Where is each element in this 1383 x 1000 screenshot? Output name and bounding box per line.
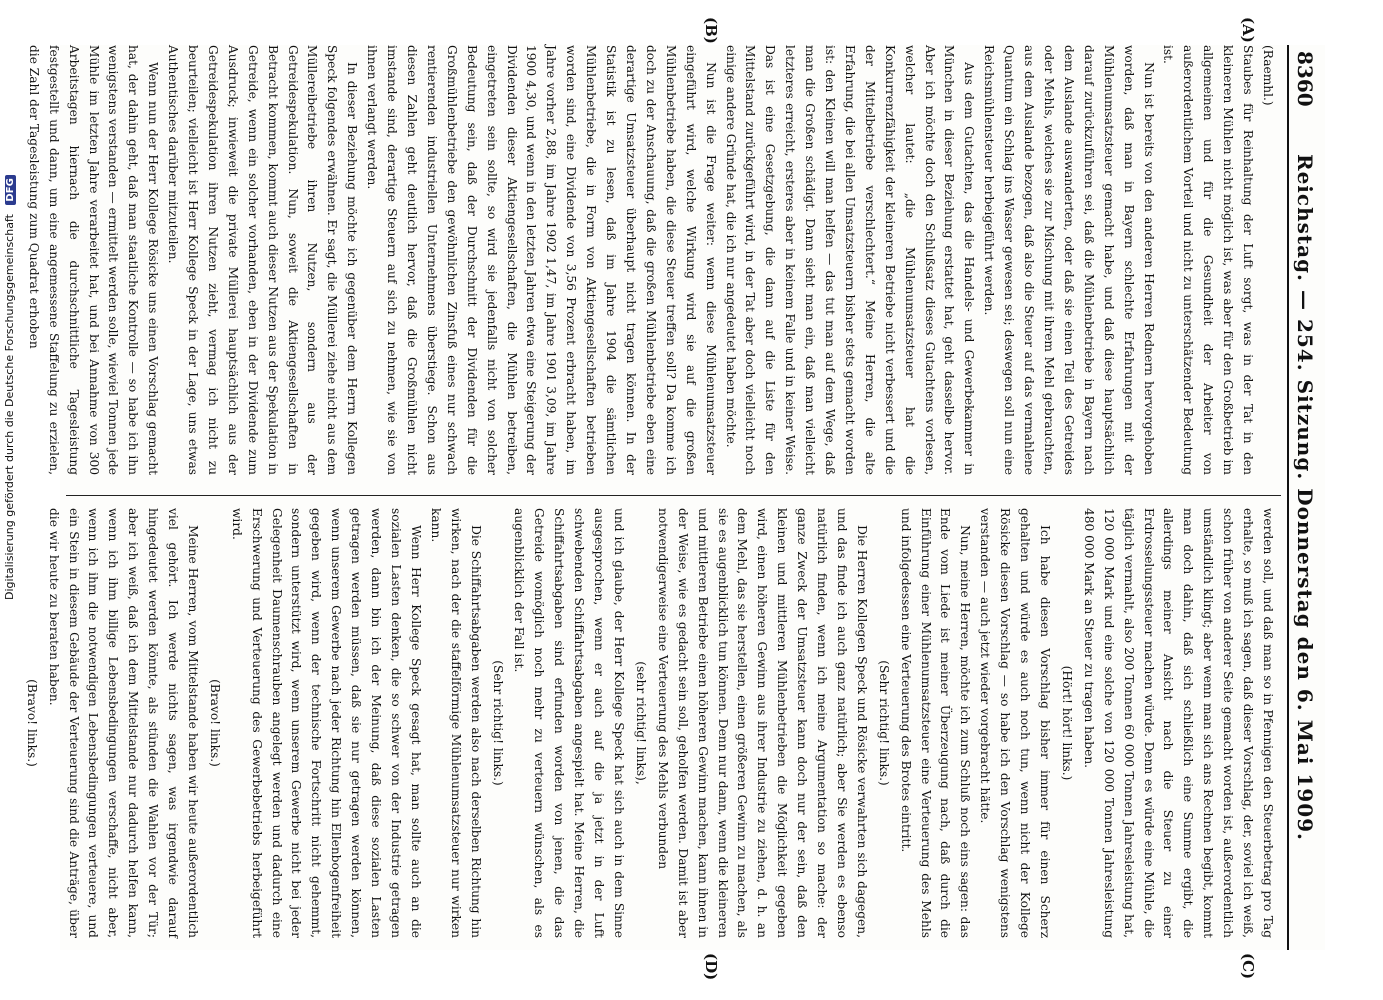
dfg-logo-icon: DFG <box>5 175 16 204</box>
paragraph: Die Schiffahrtsabgaben werden also nach derselben Richtung hin wirken, nach der die staffelförmige Mühlenumsatzsteuer nur wirken kann. <box>428 508 483 938</box>
speaker-continued: (Raemhl.) <box>1261 45 1275 106</box>
column-divider <box>66 495 1281 496</box>
right-column <box>24 508 1277 938</box>
paragraph: Wenn nun der Herr Kollege Rösicke uns einen Vorschlag gemacht hat, der dahin geht, daß man staatliche Kontrolle — so habe ich ihn wenigstens verstanden — ermittelt werden solle, wieviel Tonnen jede Mühle im letzten Jahre verarbeitet hat, und bei Annahme von 300 Arbeitstagen hiernach die durchschnittliche Tagesleistung festgestellt und dann, um eine angemessene Staffelung zu erzielen, die Zahl der Tagesleistung zum Quadrat erhoben <box>26 45 161 475</box>
paragraph: Nun, meine Herren, möchte ich zum Schluß noch eins sagen: das Ende vom Liede ist meiner Überzeugung nach, daß durch die Einführung einer Mühlenumsatzsteuer eine Verteuerung des Mehls und infolgedessen eine Verteuerung des Brotes eintritt. <box>898 508 973 938</box>
paragraph: Ich habe diesen Vorschlag bisher immer für einen Scherz gehalten und würde es auch noch tun, wenn nicht der Kollege Rösicke diesen Vorschlag — so habe ich den Vorschlag wenigstens verstanden — auch jetzt wieder vorgebracht hätte. <box>978 508 1053 938</box>
interjection: (Sehr richtig! links.) <box>490 660 505 786</box>
interjection: (Bravo! links.) <box>207 679 222 767</box>
paragraph: Nun ist die Frage weiter: wenn diese Mühlenumsatzsteuer eingeführt wird, welche Wirkung wird sie auf die großen Mühlenbetriebe haben, die diese Steuer treffen soll? Da komme ich doch zu der Anschauung, daß die großen Mühlenbetriebe eben eine derartige Umsatzsteuer überhaupt nicht tragen können. In der Statistik ist zu lesen, daß im Jahre 1904 die sämtlichen Mühlenbetriebe, die in Form von Aktiengesellschaften betrieben worden sind, eine Dividende von 3,56 Prozent erbracht haben, im Jahre vorher 2,88, im Jahre 1902 1,47, im Jahre 1901 3,09, im Jahre 1900 4,30, und wenn in den letzten Jahren etwa eine Steigerung der Dividenden dieser Aktiengesellschaften, die Mühlen betreiben, eingetreten sein sollte, so wird sie jedenfalls nicht von solcher Bedeutung sein, daß der Durchschnitt der Dividenden für die Großmühlenbetriebe den gewöhnlichen Zinsfuß eines nur schwach rentierenden industriellen Unternehmens überstiege. Schon aus diesen Zahlen geht deutlich hervor, daß die Großmühlen nicht imstande sind, derartige Steuern auf sich zu nehmen, wie sie von ihnen verlangt werden. <box>365 45 718 475</box>
paragraph: Staubes für Reinhaltung der Luft sorgt, was in der Tat in den kleineren Mühlen nicht möglich ist, was aber für den Großbetrieb im allgemeinen und für die Gesundheit der Arbeiter von außerordentlichem Vorteil und nicht zu unterschätzender Bedeutung ist. <box>1161 45 1256 475</box>
margin-marker-d: (D) <box>702 953 720 981</box>
paragraph: Nun ist bereits von den anderen Herren Rednern hervorgehoben worden, daß man in Bayern schlechte Erfahrungen mit der Mühlenumsatzsteuer gemacht habe, und daß diese hauptsächlich darauf zurückzuführen sei, daß die Mühlenbetriebe in Bayern nach dem Auslande auswanderten, oder daß sie einen Teil des Getreides oder Mehls, welches sie zur Mischung mit ihrem Mehl gebrauchten, aus dem Auslande bezogen, daß also die Steuer auf das vermahlene Quantum ein Schlag ins Wasser gewesen sei; deswegen soll nun eine Reichsmühlensteuer herbeigeführt werden. <box>982 45 1156 475</box>
page-number: 8360 <box>1293 51 1317 107</box>
credit-text: Digitalisierung gefördert durch die Deutsche Forschungsgemeinschaft <box>3 214 16 600</box>
paragraph: Wenn Herr Kollege Speck gesagt hat, man sollte auch an die sozialen Lasten denken, die so schwer von der Industrie getragen werden, dann bin ich der Meinung, daß diese sozialen Lasten getragen werden müssen, daß sie nur getragen werden können, wenn unserem Gewerbe nach jeder Richtung hin Ellenbogenfreiheit gegeben wird, wenn der technische Fortschritt nicht gehemmt, sondern unterstützt wird, wenn unserem Gewerbe nicht bei jeder Gelegenheit Daumenschrauben angelegt werden und dadurch eine Erschwerung und Verteuerung des Gewerbebetriebs herbeigeführt wird. <box>229 508 423 938</box>
digitization-credit <box>3 178 17 600</box>
margin-marker-c: (C) <box>1239 953 1257 980</box>
paragraph: Meine Herren, vom Mittelstande haben wir heute außerordentlich viel gehört. Ich werde nichts sagen, was irgendwie darauf hingedeutet werden könnte, als stünden die Wahlen vor der Tür; aber ich weiß, daß ich dem Mittelstande nur dadurch helfen kann, wenn ich ihm billige Lebensbedingungen verschaffe, nicht aber, wenn ich ihm die notwendigen Lebensbedingungen verteuere, und ein Stein in diesem Gebäude der Verteuerung sind die Anträge, über die wir heute zu beraten haben. <box>46 508 200 938</box>
paragraph: In dieser Beziehung möchte ich gegenüber dem Herrn Kollegen Speck folgendes erwähnen. Er sagt, die Müllerei ziehe nicht aus dem Müllereibetriebe ihren Nutzen, sondern aus der Getreidespekulation. Nun, soweit die Aktiengesellschaften in Betracht kommen, kommt auch dieser Nutzen aus der Spekulation in Getreide, wenn ein solcher vorhanden, eben in der Dividende zum Ausdruck; inwieweit die private Müllerei hauptsächlich aus der Getreidespekulation ihren Nutzen zieht, vermag ich nicht zu beurteilen; vielleicht ist Herr Kollege Speck in der Lage, uns etwas Authentisches darüber mitzuteilen. <box>166 45 360 475</box>
interjection: (Hört! hört! links.) <box>1059 665 1074 781</box>
document-page <box>24 17 1325 981</box>
interjection: (sehr richtig! links), <box>633 661 648 785</box>
left-column <box>26 45 1277 475</box>
paragraph: Die Herren Kollegen Speck und Rösicke verwahrten sich dagegen, und das finde ich auch ganz natürlich; aber Sie werden es ebenso natürlich finden, wenn ich meine Argumentation so mache: der ganze Zweck der Umsatzsteuer kann doch nur der sein, daß den kleinen und mittleren Mühlenbetrieben die Möglichkeit gegeben wird, einen höheren Gewinn aus ihrer Industrie zu ziehen, d. h. an dem Mehl, das sie herstellen, einen größeren Gewinn zu machen, als sie es augenblicklich tun können. Denn nur dann, wenn die kleineren und mittleren Betriebe einen höheren Gewinn machen, kann ihnen in der Weise, wie es gedacht sein soll, geholfen werden. Damit ist aber notwendigerweise eine Verteuerung des Mehls verbunden <box>655 508 869 938</box>
interjection: (Bravo! links.) <box>24 679 39 767</box>
page-header <box>1287 45 1325 950</box>
running-title: Reichstag. — 254. Sitzung. Donnerstag den 6. Mai 1909. <box>1293 153 1317 842</box>
margin-marker-b: (B) <box>702 17 720 44</box>
paragraph: Aus dem Gutachten, das die Handels- und Gewerbekammer in München in dieser Beziehung erstattet hat, geht dasselbe hervor. Aber ich möchte doch den Schlußsatz dieses Gutachtens vorlesen, welcher lautet: „die Mühlenumsatzsteuer hat die Konkurrenzfähigkeit der kleineren Betriebe nicht verbessert und die der Mittelbetriebe verschlechtert.“ Meine Herren, die alte Erfahrung, die bei allen Umsatzsteuern bisher stets gemacht worden ist: den Kleinen will man helfen — das tut man auf dem Wege, daß man die Großen schädigt. Dann sieht man ein, daß man vielleicht letzteres erreicht, ersteres aber in keinem Falle und in keiner Weise. Das ist eine Gesetzgebung, die dann auf die Liste für den Mittelstand zurückgeführt wird, in der Tat aber doch vielleicht noch einige andere Gründe hat, die ich nur angedeutet haben möchte. <box>723 45 977 475</box>
margin-marker-a: (A) <box>1239 17 1257 43</box>
paragraph: werden soll, und daß man so in Pfennigen den Steuerbetrag pro Tag erhalte, so muß ich sagen, daß dieser Vorschlag, der, soviel ich weiß, schon früher von anderer Seite gemacht worden ist, außerordentlich umständlich klingt; aber wenn man sich ans Rechnen begibt, kommt man doch dahin, daß sich schließlich eine Summe ergibt, die allerdings meiner Ansicht nach die Steuer zu einer Erdrosselungssteuer machen würde. Denn es würde eine Mühle, die täglich vermahlt, also 200 Tonnen 60 000 Tonnen Jahresleistung hat, 120 000 Mark und eine solche von 120 000 Tonnen Jahresleistung 480 000 Mark an Steuer zu tragen haben. <box>1081 508 1275 938</box>
interjection: (Sehr richtig! links.) <box>876 660 891 786</box>
paragraph: und ich glaube, der Herr Kollege Speck hat sich auch in dem Sinne ausgesprochen, wenn er auch auf die ja jetzt in der Luft schwebenden Schiffahrtsabgaben angespielt hat. Meine Herren, die Schiffahrtsabgaben sind erfunden worden von jenen, die das Getreide womöglich noch mehr zu verteuern wünschen, als es augenblicklich der Fall ist. <box>512 508 626 938</box>
